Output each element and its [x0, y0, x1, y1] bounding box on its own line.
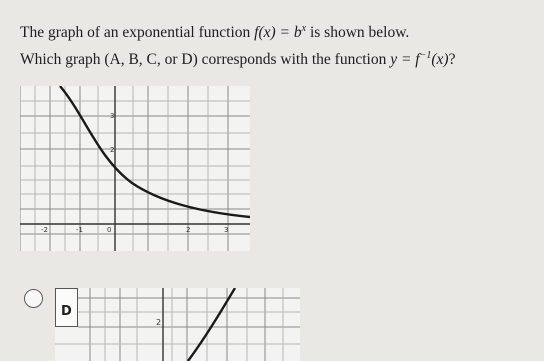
question-line-2 [20, 50, 455, 69]
inverse-function-argument: (x) [431, 51, 449, 69]
x-tick-label: 3 [224, 226, 229, 234]
exponential-graph [20, 86, 250, 251]
x-tick-label: 0 [107, 226, 112, 234]
option-d-radio-button[interactable] [24, 289, 43, 308]
option-d-graph[interactable] [55, 288, 300, 361]
option-letter: D [61, 304, 72, 319]
function-expression: f(x) = b [254, 24, 302, 42]
question-text-end: is shown below. [306, 24, 410, 42]
answer-option-d[interactable] [0, 282, 544, 361]
y-tick-label: 3 [110, 112, 115, 120]
question-line-1 [20, 23, 409, 42]
x-tick-label: -1 [76, 226, 83, 234]
y-tick-label: 2 [156, 318, 162, 327]
x-tick-label: -2 [41, 226, 48, 234]
x-tick-label: 2 [186, 226, 191, 234]
graph-background [20, 86, 250, 251]
question-text: Which graph (A, B, C, or D) corresponds with the function [20, 51, 391, 69]
question-mark: ? [448, 51, 456, 69]
inverse-exponent: −1 [419, 50, 432, 61]
exponent: x [301, 23, 307, 34]
question-text: The graph of an exponential function [20, 24, 255, 42]
y-tick-label: 2 [110, 146, 115, 154]
inverse-function-expression: y = f [390, 51, 420, 69]
graph-background [55, 288, 300, 361]
